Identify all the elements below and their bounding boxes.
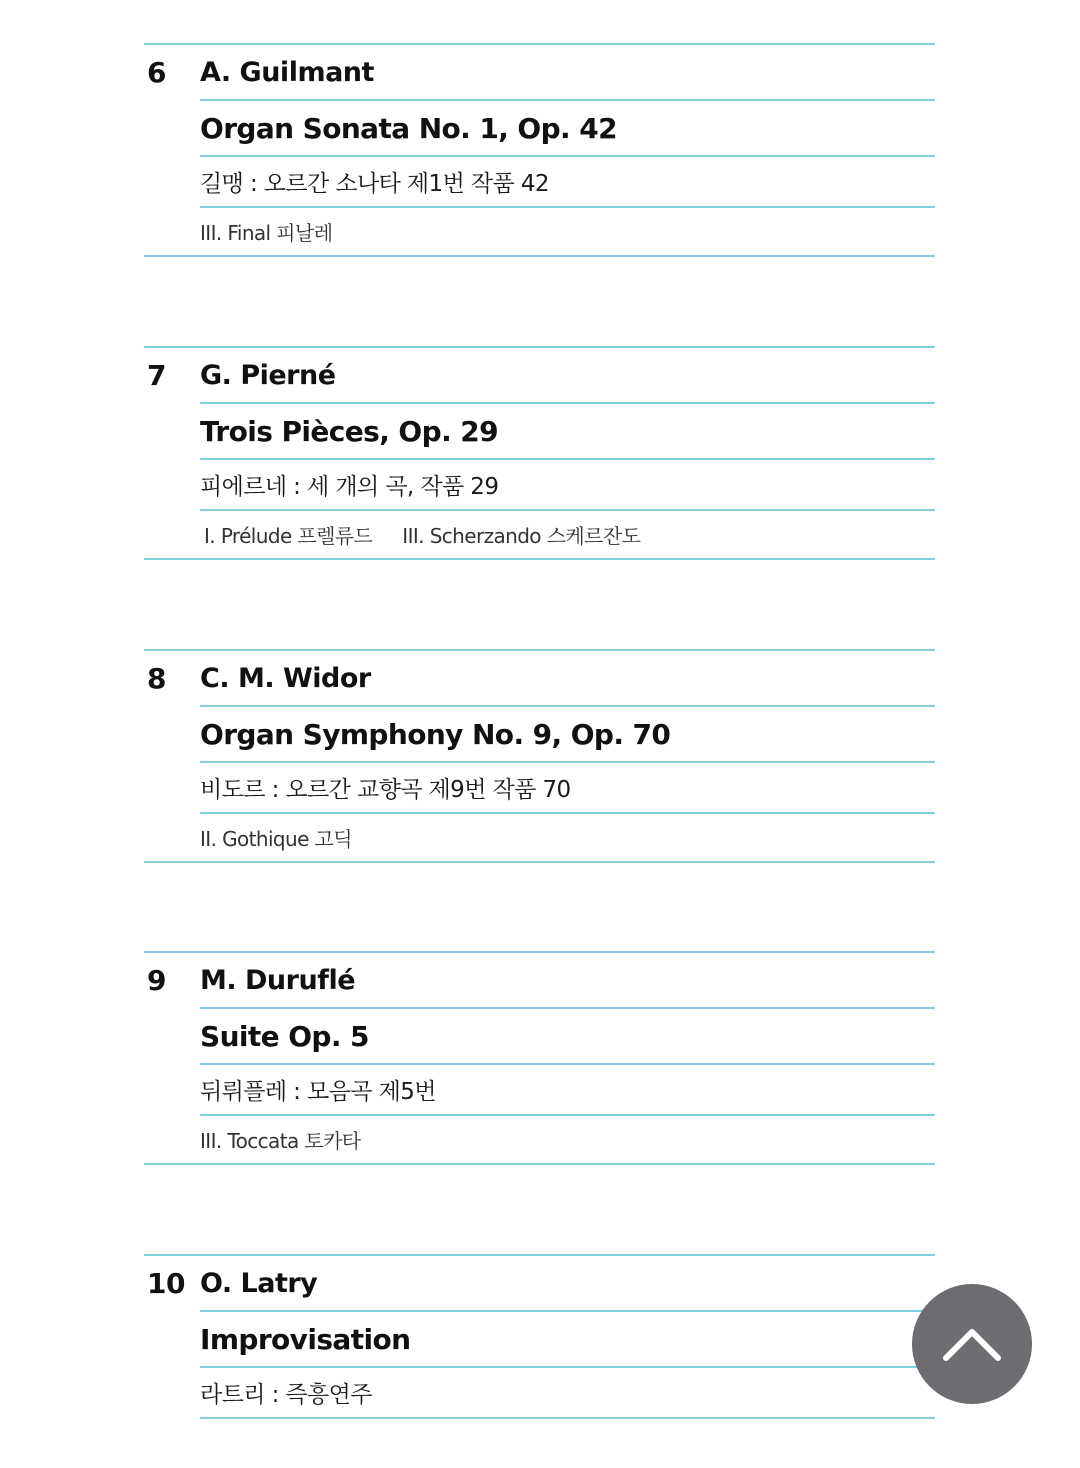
scroll-to-top-button[interactable] [912, 1284, 1032, 1404]
program-number: 8 [147, 662, 166, 695]
program-number: 7 [147, 359, 166, 392]
work-title: Suite Op. 5 [200, 1009, 935, 1065]
program-number: 9 [147, 964, 166, 997]
movements [144, 814, 935, 863]
composer-name: A. Guilmant [200, 45, 935, 101]
program-item-7 [144, 346, 935, 560]
korean-title: 길맹 : 오르간 소나타 제1번 작품 42 [200, 157, 935, 208]
work-title: Organ Sonata No. 1, Op. 42 [200, 101, 935, 157]
work-title: Trois Pièces, Op. 29 [200, 404, 935, 460]
movement: III. Final 피날레 [200, 221, 333, 245]
movements [144, 511, 935, 560]
korean-title: 뒤뤼플레 : 모음곡 제5번 [200, 1065, 935, 1116]
chevron-up-icon [940, 1324, 1004, 1364]
program-item-8 [144, 649, 935, 863]
composer-name: M. Duruflé [200, 953, 935, 1009]
movement: III. Scherzando 스케르잔도 [402, 524, 641, 548]
work-title: Improvisation [200, 1312, 935, 1368]
composer-name: O. Latry [200, 1256, 935, 1312]
program-item-10 [144, 1254, 935, 1419]
korean-title: 비도르 : 오르간 교향곡 제9번 작품 70 [200, 763, 935, 814]
movements [144, 1116, 935, 1165]
composer-name: G. Pierné [200, 348, 935, 404]
work-title: Organ Symphony No. 9, Op. 70 [200, 707, 935, 763]
korean-title: 라트리 : 즉흥연주 [200, 1368, 935, 1419]
korean-title: 피에르네 : 세 개의 곡, 작품 29 [200, 460, 935, 511]
program-number: 6 [147, 56, 166, 89]
movement: III. Toccata 토카타 [200, 1129, 361, 1153]
program-item-9 [144, 951, 935, 1165]
movement: I. Prélude 프렐류드 [204, 524, 373, 548]
composer-name: C. M. Widor [200, 651, 935, 707]
program-number: 10 [147, 1267, 185, 1300]
program-item-6 [144, 43, 935, 257]
movement: II. Gothique 고딕 [200, 827, 352, 851]
movements [144, 208, 935, 257]
